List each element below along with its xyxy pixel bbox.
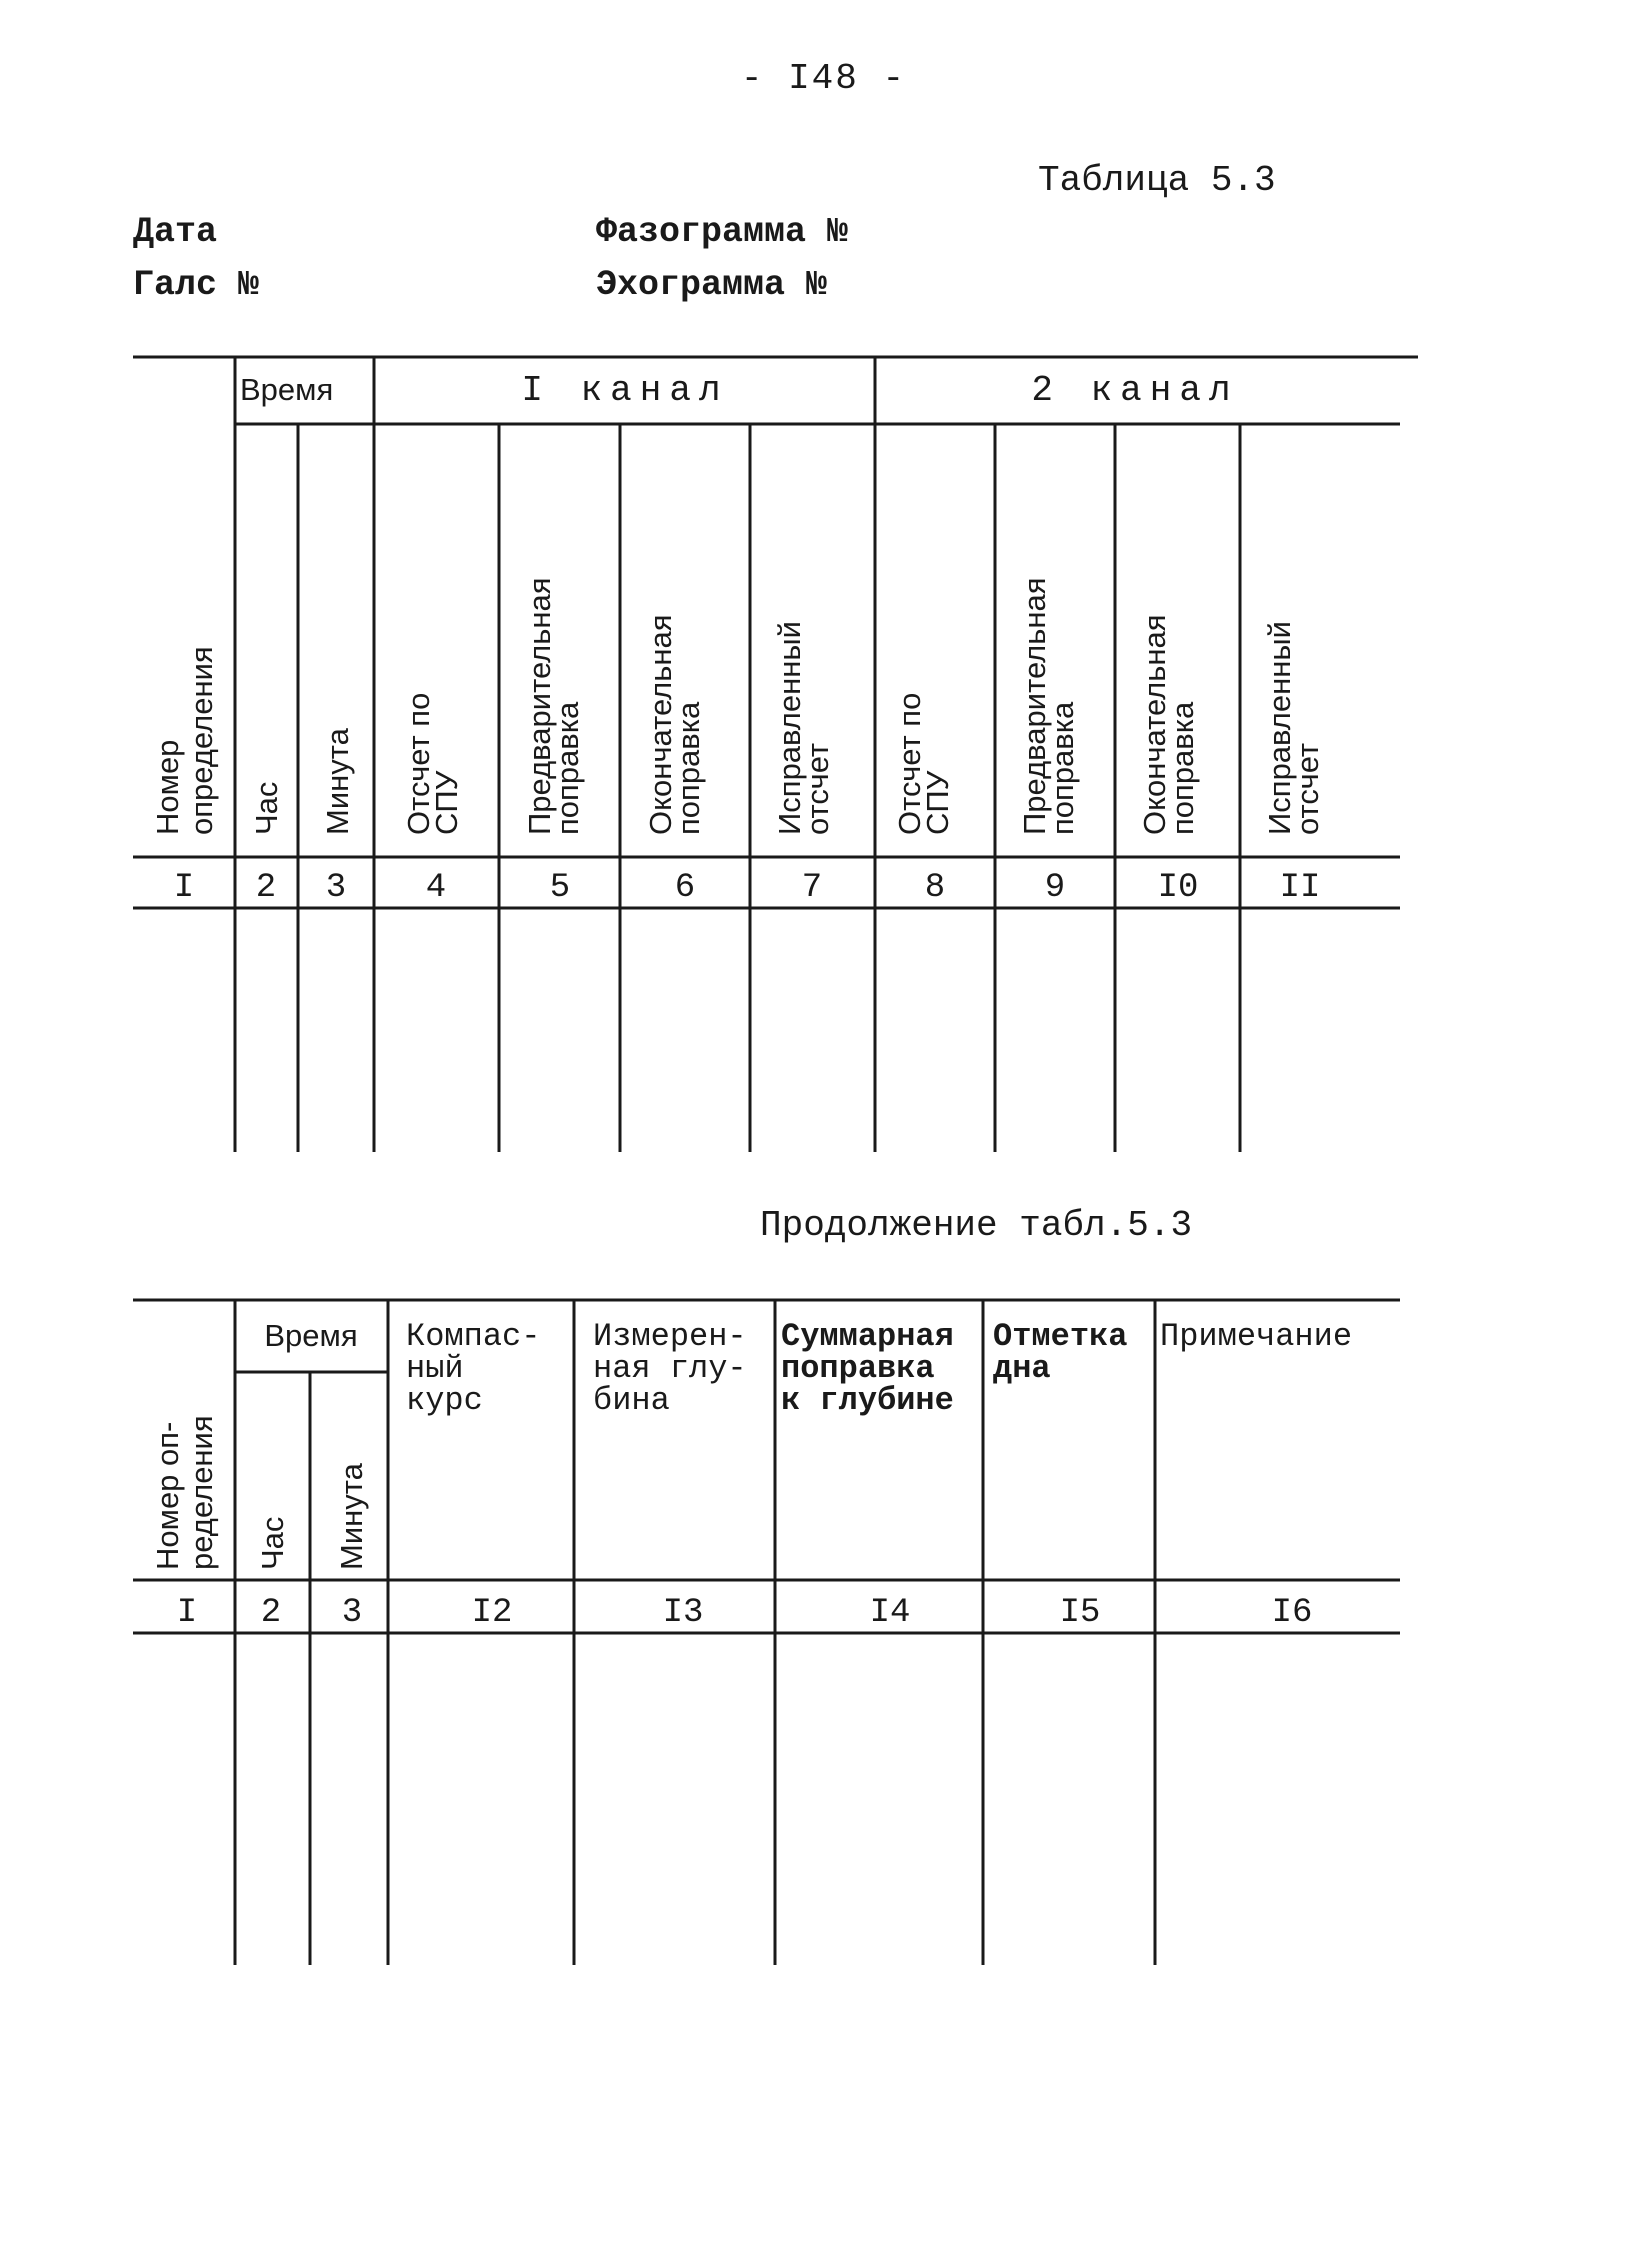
svg-text:дна: дна xyxy=(993,1350,1051,1387)
t2-col-minute-header xyxy=(334,1462,369,1570)
svg-text:Час: Час xyxy=(249,781,284,835)
t1-col-corrected-header xyxy=(772,621,835,835)
t1-col-number-header xyxy=(150,646,219,835)
table-2 xyxy=(133,1300,1400,1965)
t1-group-time: Время xyxy=(240,372,334,407)
svg-text:поправка: поправка xyxy=(781,1350,935,1387)
svg-text:Окончательная: Окончательная xyxy=(643,614,678,835)
t1-colnum: 4 xyxy=(425,869,447,907)
svg-text:поправка: поправка xyxy=(671,701,706,835)
svg-text:бина: бина xyxy=(593,1382,670,1419)
t1-colnum: I0 xyxy=(1157,869,1199,907)
svg-text:СПУ: СПУ xyxy=(429,770,464,835)
svg-text:отсчет: отсчет xyxy=(1290,742,1325,835)
svg-text:Измерен-: Измерен- xyxy=(593,1318,747,1355)
svg-text:ная глу-: ная глу- xyxy=(593,1350,747,1387)
t1-group-channel-1: I канал xyxy=(521,370,729,411)
svg-text:определения: определения xyxy=(184,646,219,835)
t1-col-preliminary-2-header xyxy=(1017,577,1080,835)
t1-colnum: II xyxy=(1279,869,1321,907)
t2-col-hour-header xyxy=(255,1517,290,1570)
t1-column-numbers xyxy=(174,869,1321,907)
phasogram-label: Фазограмма № xyxy=(596,212,849,252)
svg-text:Предварительная: Предварительная xyxy=(522,577,557,835)
t1-col-final-header xyxy=(643,614,706,835)
svg-text:ный: ный xyxy=(406,1350,464,1387)
echogram-label: Эхограмма № xyxy=(596,265,828,305)
date-label: Дата xyxy=(133,212,218,252)
t2-colnum: I6 xyxy=(1271,1594,1313,1632)
t2-colnum: I4 xyxy=(869,1594,911,1632)
t1-col-reading-spu-2-header xyxy=(892,693,955,835)
page-number: - I48 - xyxy=(740,58,907,99)
t2-col-measured-header xyxy=(593,1318,747,1419)
t1-colnum: 9 xyxy=(1044,869,1066,907)
t1-col-final-2-header xyxy=(1137,614,1200,835)
continuation-caption: Продолжение табл.5.3 xyxy=(760,1205,1193,1246)
svg-text:Отсчет по: Отсчет по xyxy=(401,692,436,835)
t1-colnum: 2 xyxy=(255,869,277,907)
table-1 xyxy=(133,357,1418,1152)
t2-colnum: 2 xyxy=(260,1594,282,1632)
table-caption: Таблица 5.3 xyxy=(1038,160,1276,201)
t2-colnum: 3 xyxy=(341,1594,363,1632)
t1-group-channel-2: 2 канал xyxy=(1031,370,1239,411)
t1-colnum: 7 xyxy=(801,869,823,907)
svg-text:Минута: Минута xyxy=(320,728,355,835)
svg-text:отсчет: отсчет xyxy=(800,742,835,835)
t2-col-total-correction-header xyxy=(781,1318,954,1419)
t2-colnum: I5 xyxy=(1059,1594,1101,1632)
svg-text:СПУ: СПУ xyxy=(920,770,955,835)
svg-text:Предварительная: Предварительная xyxy=(1017,577,1052,835)
svg-text:Час: Час xyxy=(255,1516,290,1570)
svg-text:поправка: поправка xyxy=(550,701,585,835)
svg-text:Окончательная: Окончательная xyxy=(1137,614,1172,835)
t2-col-bottom-mark-header xyxy=(993,1318,1127,1387)
t1-col-hour-header xyxy=(249,782,284,835)
t1-colnum: 3 xyxy=(325,869,347,907)
t2-colnum: I2 xyxy=(471,1594,513,1632)
t1-colnum: 8 xyxy=(924,869,946,907)
svg-text:Исправленный: Исправленный xyxy=(772,621,807,835)
t2-col-number-header xyxy=(150,1415,219,1570)
t1-col-minute-header xyxy=(320,727,355,835)
tack-label: Галс № xyxy=(133,265,260,305)
svg-text:ределения: ределения xyxy=(184,1415,219,1570)
t1-colnum: I xyxy=(173,869,195,907)
svg-text:Компас-: Компас- xyxy=(406,1318,541,1355)
svg-text:поправка: поправка xyxy=(1165,701,1200,835)
svg-text:Суммарная: Суммарная xyxy=(781,1318,954,1355)
t2-column-numbers xyxy=(177,1594,1313,1632)
svg-text:Номер оп-: Номер оп- xyxy=(150,1421,185,1570)
svg-text:Отсчет по: Отсчет по xyxy=(892,692,927,835)
svg-text:Номер: Номер xyxy=(150,739,185,835)
svg-text:Минута: Минута xyxy=(334,1463,369,1570)
t2-colnum: I3 xyxy=(662,1594,704,1632)
t1-colnum: 6 xyxy=(674,869,696,907)
t2-col-note-header xyxy=(1160,1318,1352,1355)
t1-col-preliminary-header xyxy=(522,577,585,835)
svg-text:Исправленный: Исправленный xyxy=(1262,621,1297,835)
t2-colnum: I xyxy=(176,1594,198,1632)
svg-text:Примечание: Примечание xyxy=(1160,1318,1353,1355)
svg-text:Отметка: Отметка xyxy=(993,1318,1128,1355)
t1-colnum: 5 xyxy=(549,869,571,907)
svg-text:поправка: поправка xyxy=(1045,701,1080,835)
t2-col-compass-header xyxy=(406,1318,540,1419)
svg-text:к глубине: к глубине xyxy=(781,1382,954,1419)
t1-col-corrected-2-header xyxy=(1262,621,1325,835)
svg-text:курс: курс xyxy=(406,1382,483,1419)
t1-col-reading-spu-header xyxy=(401,693,464,835)
t2-group-time: Время xyxy=(264,1318,358,1353)
